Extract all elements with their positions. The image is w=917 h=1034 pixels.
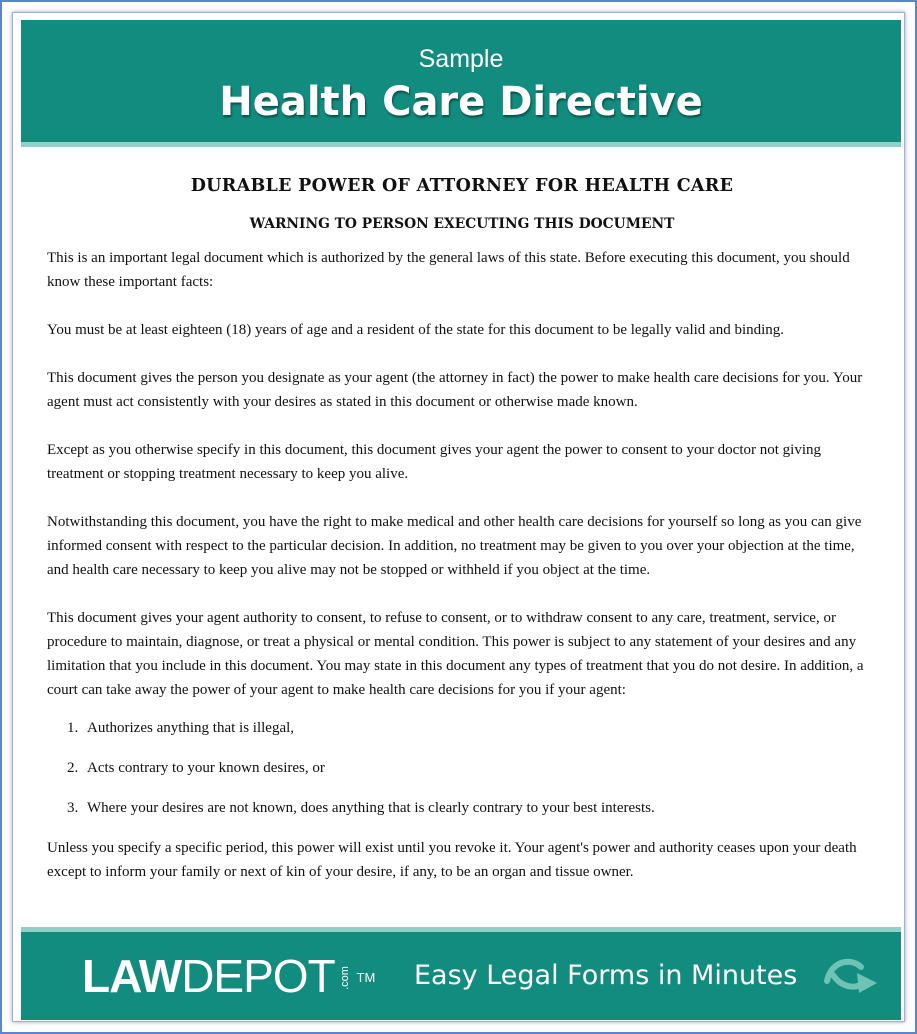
list-text: Where your desires are not known, does anything that is clearly contrary to your best interests. (87, 800, 655, 816)
header-banner (21, 20, 901, 142)
list-number: 3. (67, 800, 79, 816)
header-subtitle: Sample (418, 45, 504, 73)
logo-law: LAW (82, 950, 182, 1002)
list-number: 2. (67, 760, 79, 776)
footer-banner (21, 932, 901, 1020)
footer-tagline: Easy Legal Forms in Minutes (414, 960, 798, 991)
logo-depot: DEPOT (181, 950, 335, 1002)
paragraph: This document gives your agent authority to consent, to refuse to consent, or to withdraw consent to any care, treatment, service, or procedure to maintain, diagnose, or treat a physical or mental condition. This power is subject to any statement of your desires and any limitation that you include in this document. You may state in this document any types of treatment that you do not desire. In addition, a court can take away the power of your agent to make health care decisions for you if your agent: (47, 610, 864, 698)
paragraph: This document gives the person you designate as your agent (the attorney in fact) the power to make health care decisions for you. Your agent must act consistently with your desires as stated in this document or otherwise made known. (47, 370, 863, 410)
list-number: 1. (67, 720, 79, 736)
logo-com: .com (338, 965, 351, 990)
list-item (47, 716, 877, 740)
paragraph: This is an important legal document which is authorized by the general laws of this state. Before executing this document, you should know these important facts: (47, 250, 850, 290)
header-divider (21, 142, 901, 147)
warning-heading: WARNING TO PERSON EXECUTING THIS DOCUMENT (249, 216, 675, 232)
logo-trademark: TM (356, 970, 376, 985)
document-title: DURABLE POWER OF ATTORNEY FOR HEALTH CARE (190, 176, 734, 196)
list-item (47, 796, 877, 820)
closing-paragraph: Unless you specify a specific period, this power will exist until you revoke it. Your agent's power and authority ceases upon your death except to inform your family or next of kin of your desire, if any, to be an organ and tissue owner. (47, 840, 857, 880)
list-item (47, 756, 877, 780)
lawdepot-logo[interactable] (82, 950, 375, 1006)
paragraph: Notwithstanding this document, you have the right to make medical and other health care decisions for yourself so long as you can give informed consent with respect to the particular decision. In addition, no treatment may be given to you over your objection at the time, and health care necessary to keep you alive may not be stopped or withheld if you object at the time. (47, 514, 862, 578)
conditions-list (47, 716, 877, 820)
paragraph: You must be at least eighteen (18) years of age and a resident of the state for this document to be legally valid and binding. (47, 322, 785, 338)
curved-arrow-icon (821, 951, 879, 997)
header-title: Health Care Directive (219, 79, 703, 125)
document-card (12, 12, 905, 1022)
paragraph: Except as you otherwise specify in this document, this document gives your agent the power to consent to your doctor not giving treatment or stopping treatment necessary to keep you alive. (47, 442, 822, 482)
list-text: Authorizes anything that is illegal, (87, 720, 295, 736)
list-text: Acts contrary to your known desires, or (87, 760, 325, 776)
document-body (47, 153, 877, 884)
